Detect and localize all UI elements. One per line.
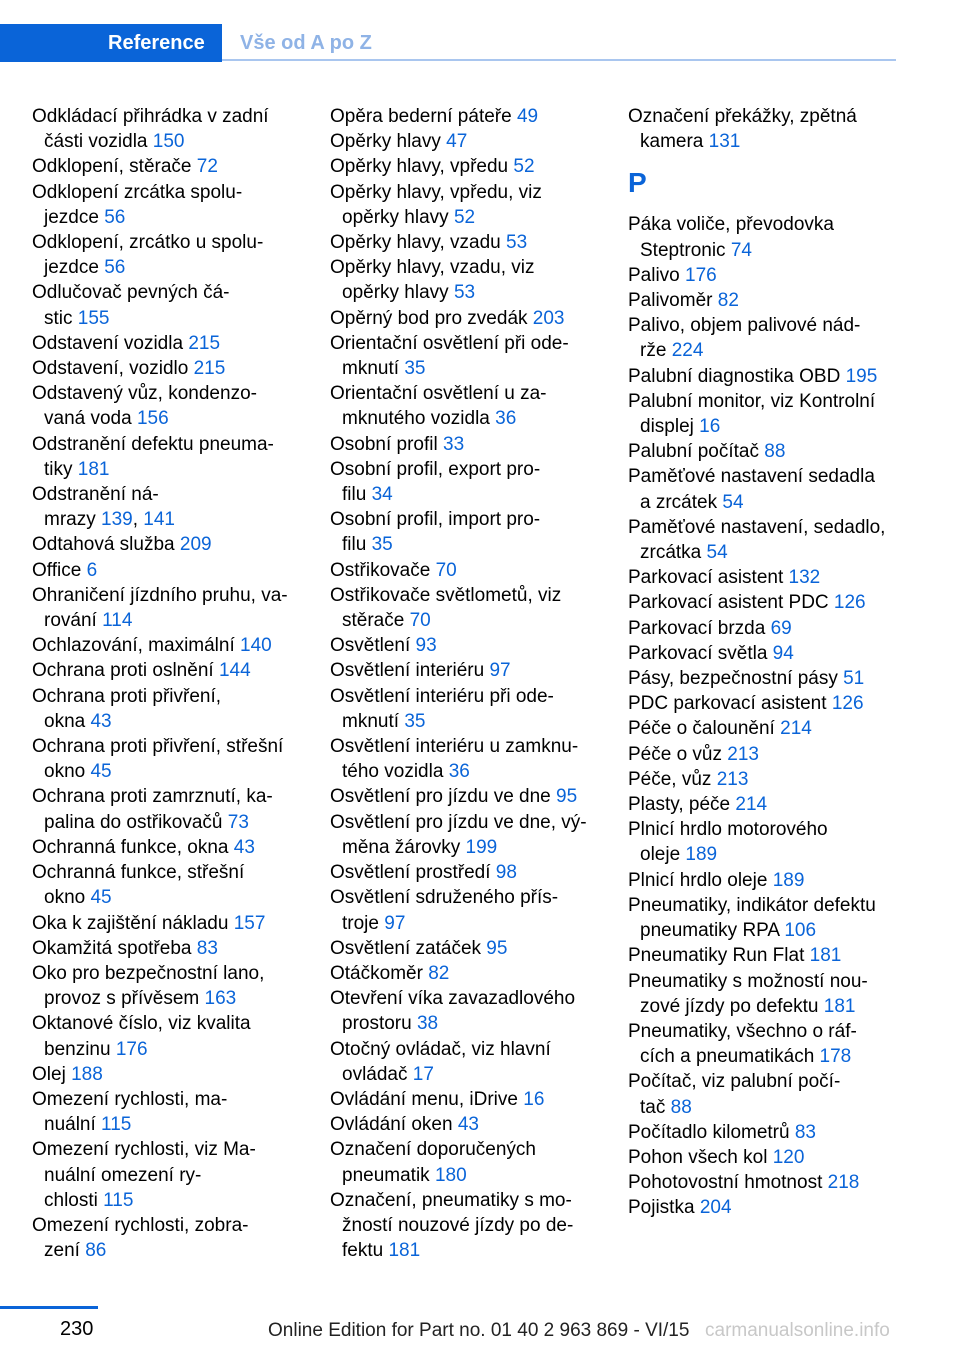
index-entry [628,1145,918,1170]
index-term: Pneumatiky Run Flat [628,945,810,967]
page-link[interactable]: 204 [699,1197,732,1219]
index-entry [330,331,620,381]
page-link[interactable]: 43 [457,1114,479,1136]
index-term: Parkovací brzda [628,617,771,639]
index-entry [330,180,620,230]
index-term: Označení doporučených pneumatik [330,1139,536,1186]
page-link[interactable]: 43 [90,710,112,732]
index-entry [32,860,322,910]
index-entry [32,1213,322,1263]
index-entry [628,590,918,615]
page-link[interactable]: 36 [495,408,517,430]
page-link[interactable]: 181 [823,995,856,1017]
index-entry [32,356,322,381]
index-entry [32,911,322,936]
page-link[interactable]: 52 [513,156,535,178]
index-entry [330,986,620,1036]
page-link[interactable]: 98 [495,862,517,884]
page-link[interactable]: 115 [101,1114,132,1136]
index-columns [0,104,960,1274]
index-term: Pásy, bezpečnostní pásy [628,668,844,690]
page-link[interactable]: 88 [670,1096,692,1118]
index-term: Oktanové číslo, viz kvalita benzinu [32,1013,251,1060]
index-term: Označení, pneumatiky s mo‐ žností nouzové jízdy po de‐ fektu [330,1189,574,1262]
page-link[interactable]: 120 [772,1146,805,1168]
index-term: Oka k zajištění nákladu [32,912,234,934]
index-entry [32,104,322,154]
index-term: Opěrný bod pro zvedák [330,307,533,329]
page-link[interactable]: 43 [233,836,255,858]
page-number: 230 [60,1318,94,1340]
index-term: Osvětlení sdruženého přís‐ troje [330,887,559,934]
page-link[interactable]: 114 [102,610,133,632]
page-link[interactable]: 35 [404,710,426,732]
index-entry [330,1087,620,1112]
index-entry [628,666,918,691]
index-term: Odstavený vůz, kondenzo‐ vaná voda [32,383,257,430]
page-link[interactable]: 140 [240,635,272,657]
page-link[interactable]: 209 [179,534,212,556]
page-link[interactable]: 126 [831,693,864,715]
index-entry [330,255,620,305]
index-term: Osvětlení interiéru u zamknu‐ tého vozidla [330,736,579,783]
page-link[interactable]: 86 [85,1240,107,1262]
index-term: Odstranění ná‐ mrazy [32,484,159,531]
index-term: Osvětlení prostředí [330,862,496,884]
index-entry [32,381,322,431]
index-term: Péče o vůz [628,743,728,765]
index-entry [628,616,918,641]
index-entry [628,1170,918,1195]
index-term: Office [32,559,87,581]
index-entry [32,835,322,860]
index-term: Pneumatiky, všechno o ráf‐ cích a pneumatikách [628,1020,857,1068]
page-link[interactable]: 213 [727,743,759,765]
page-link[interactable]: 180 [434,1164,467,1186]
index-term: Ostřikovače světlometů, viz stěrače [330,584,562,632]
index-term: Plnicí hrdlo oleje [628,869,773,891]
index-entry [628,288,918,313]
index-term: Označení překážky, zpětná kamera [628,106,857,153]
index-term: Paměťové nastavení, sedadlo, zrcátka [628,516,886,564]
index-entry [628,464,918,514]
index-term: Osvětlení pro jízdu ve dne, vý‐ měna žárovky [330,811,587,858]
index-entry [330,633,620,658]
page-link[interactable]: 17 [412,1063,434,1085]
page-link[interactable]: 155 [77,307,110,329]
index-entry [32,532,322,557]
index-column-2 [330,104,620,1263]
index-term: Omezení rychlosti, zobra‐ zení [32,1214,249,1262]
index-entry [330,961,620,986]
index-term: Pneumatiky s možností nou‐ zové jízdy po defektu [628,970,868,1017]
page-link[interactable]: 215 [193,358,226,380]
index-term: Omezení rychlosti, viz Ma‐ nuální omezení ry‐ chlosti [32,1139,256,1211]
index-entry [628,691,918,716]
page-link[interactable]: 97 [489,660,511,682]
index-entry [330,129,620,154]
page-link[interactable]: 224 [671,340,704,362]
page-link[interactable]: 95 [486,937,508,959]
index-term: Osvětlení [330,635,416,657]
index-term: Osvětlení pro jízdu ve dne [330,786,557,808]
page-separator: , [132,509,144,531]
index-term: Odstranění defektu pneuma‐ tiky [32,433,274,480]
index-term: Olej [32,1063,72,1085]
page-link[interactable]: 54 [706,542,728,564]
page-link[interactable]: 82 [428,962,450,984]
index-term: Otevření víka zavazadlového prostoru [330,988,576,1035]
tab-a-to-z[interactable]: Vše od A po Z [240,32,372,54]
index-column-1 [32,104,322,1263]
page-link[interactable]: 106 [784,920,817,942]
index-entry [628,742,918,767]
page-link[interactable]: 73 [227,811,249,833]
index-entry [32,280,322,330]
letter-heading: P [628,167,647,199]
index-term: Ochrana proti přivření, okna [32,685,222,732]
index-term: Pohon všech kol [628,1146,773,1168]
index-entry [32,734,322,784]
index-entry [32,154,322,179]
page-link[interactable]: 16 [699,416,721,438]
page-link[interactable]: 35 [371,534,393,556]
page-link[interactable]: 181 [77,458,110,480]
page-link[interactable]: 35 [404,358,426,380]
index-term: Parkovací asistent [628,567,789,589]
index-entry [330,885,620,935]
index-entry [628,263,918,288]
index-term: Ochlazování, maximální [32,635,241,657]
index-term: Osvětlení zatáček [330,937,487,959]
tab-reference[interactable]: Reference [0,24,222,62]
index-entry [32,784,322,834]
index-entry [628,792,918,817]
index-entry [628,439,918,464]
index-entry [628,313,918,363]
index-term: Péče o čalounění [628,718,781,740]
index-entry [330,457,620,507]
index-term: Ovládání oken [330,1114,458,1136]
index-term: Opěrky hlavy, vzadu, viz opěrky hlavy [330,257,535,304]
index-term: PDC parkovací asistent [628,693,832,715]
index-entry [330,734,620,784]
index-entry [628,1069,918,1119]
index-term: Opěra bederní páteře [330,106,517,127]
page-link[interactable]: 139 [101,509,133,531]
index-term: Otáčkoměr [330,962,429,984]
index-entry [628,389,918,439]
index-term: Palivoměr [628,290,718,312]
index-entry [628,364,918,389]
index-term: Plasty, péče [628,794,736,816]
page-link[interactable]: 83 [794,1121,816,1143]
page-link[interactable]: 49 [516,106,539,127]
index-term: Odklopení zrcátka spolu‐ jezdce [32,181,243,228]
index-term: Páka voliče, převodovka Steptronic [628,214,834,261]
index-entry [628,893,918,943]
index-entry [330,860,620,885]
page-link[interactable]: 69 [770,617,792,639]
index-entry [32,633,322,658]
page-link[interactable]: 176 [685,264,717,286]
page-link[interactable]: 97 [384,912,406,934]
index-entry [628,641,918,666]
page-link[interactable]: 188 [71,1063,103,1085]
page-link[interactable]: 181 [809,945,842,967]
page-link[interactable]: 189 [685,844,718,866]
header-divider [222,59,896,61]
index-entry [32,558,322,583]
page-link[interactable]: 82 [717,290,739,312]
index-term: Opěrky hlavy, vzadu [330,232,507,254]
index-term: Počítadlo kilometrů [628,1121,795,1143]
page-link[interactable]: 178 [819,1046,852,1068]
index-term: Osobní profil [330,433,443,455]
index-entry [32,1011,322,1061]
page-link[interactable]: 94 [772,642,794,664]
index-term: Parkovací světla [628,642,773,664]
index-entry [628,817,918,867]
index-term: Opěrky hlavy, vpředu, viz opěrky hlavy [330,181,542,228]
index-term: Parkovací asistent PDC [628,592,834,614]
index-entry [628,716,918,741]
index-term: Okamžitá spotřeba [32,937,197,959]
index-entry [628,767,918,792]
index-term: Opěrky hlavy [330,131,447,153]
index-entry [330,784,620,809]
index-term: Pohotovostní hmotnost [628,1172,828,1194]
index-term: Osobní profil, import pro‐ filu [330,509,541,556]
index-term: Ochranná funkce, střešní okno [32,862,245,909]
page-link[interactable]: 115 [103,1189,134,1211]
index-entry [330,936,620,961]
index-entry [330,507,620,557]
index-entry [628,1195,918,1220]
page-link[interactable]: 70 [409,610,431,632]
index-term: Oko pro bezpečnostní lano, provoz s přívěsem [32,962,265,1010]
index-entry [32,936,322,961]
index-entry [330,1188,620,1264]
index-term: Ostřikovače [330,559,436,581]
index-entry [330,1137,620,1187]
index-term: Paměťové nastavení sedadla a zrcátek [628,466,875,513]
page-link[interactable]: 56 [104,206,126,228]
index-term: Opěrky hlavy, vpředu [330,156,514,178]
page-link[interactable]: 51 [843,668,865,690]
page-link[interactable]: 215 [188,332,221,354]
index-entry [330,658,620,683]
index-term: Počítač, viz palubní počí‐ tač [628,1071,841,1118]
index-term: Odlučovač pevných čá‐ stic [32,282,230,329]
page-link[interactable]: 141 [143,509,175,531]
index-term: Ohraničení jízdního pruhu, va‐ rování [32,584,288,632]
page-link[interactable]: 72 [196,156,218,178]
footer-accent-line [0,1306,98,1309]
index-term: Odstavení, vozidlo [32,358,194,380]
index-entry [330,558,620,583]
index-term: Orientační osvětlení u za‐ mknutého vozidla [330,383,547,430]
index-column-3 [628,104,918,1221]
page-link[interactable]: 93 [415,635,437,657]
page-link[interactable]: 218 [827,1172,860,1194]
page-link[interactable]: 53 [506,232,528,254]
page-link[interactable]: 181 [388,1240,421,1262]
page-link[interactable]: 163 [204,988,237,1010]
page-link[interactable]: 189 [772,869,805,891]
page-link[interactable]: 53 [453,282,476,304]
index-entry [330,583,620,633]
index-term: Pojistka [628,1197,700,1219]
watermark: carmanualsonline.info [705,1320,890,1341]
index-term: Ochranná funkce, okna [32,836,234,858]
page-link[interactable]: 214 [780,718,812,740]
page-link[interactable]: 70 [435,559,457,581]
page-link[interactable]: 203 [532,307,565,329]
page-link[interactable]: 38 [416,1013,439,1035]
index-entry [330,230,620,255]
index-entry [330,810,620,860]
index-entry [330,306,620,331]
index-term: Omezení rychlosti, ma‐ nuální [32,1088,228,1136]
page-link[interactable]: 33 [443,433,465,455]
page-link[interactable]: 126 [833,592,866,614]
index-entry [32,961,322,1011]
index-entry [32,658,322,683]
page-link[interactable]: 52 [453,206,476,228]
index-entry [628,104,918,154]
index-entry [628,943,918,968]
index-entry [628,1019,918,1069]
index-term: Osobní profil, export pro‐ filu [330,458,541,506]
page-link[interactable]: 45 [90,761,112,783]
index-term: Palivo [628,264,686,286]
index-entry [32,583,322,633]
index-term: Péče, vůz [628,768,717,790]
page-link[interactable]: 54 [722,491,744,513]
index-entry [330,1037,620,1087]
index-entry [32,684,322,734]
page-link[interactable]: 47 [446,131,468,153]
page-link[interactable]: 45 [90,887,112,909]
page-link[interactable]: 74 [730,239,752,261]
page-link[interactable]: 176 [115,1038,148,1060]
index-term: Ochrana proti zamrznutí, ka‐ palina do ostřikovačů [32,786,273,833]
page-link[interactable]: 195 [845,365,878,387]
index-term: Palubní diagnostika OBD [628,365,846,387]
index-term: Palubní počítač [628,441,765,463]
page-link[interactable]: 34 [371,484,393,506]
index-term: Osvětlení interiéru při ode‐ mknutí [330,685,554,732]
index-entry [330,381,620,431]
page-link[interactable]: 56 [104,257,126,279]
index-entry [330,154,620,179]
page-link[interactable]: 36 [448,761,470,783]
index-term: Orientační osvětlení při ode‐ mknutí [330,332,569,380]
index-term: Pneumatiky, indikátor defektu pneumatiky RPA [628,894,876,942]
page-link[interactable]: 150 [152,131,185,153]
index-entry [32,1087,322,1137]
index-term: Odstavení vozidla [32,332,189,354]
edition-text: Online Edition for Part no. 01 40 2 963 869 - VI/15 [268,1320,690,1341]
page-link[interactable]: 83 [196,937,218,959]
index-entry [330,104,620,129]
index-term: Ochrana proti přivření, střešní okno [32,736,284,783]
header-tabs [0,24,896,62]
index-entry [628,515,918,565]
page-link[interactable]: 214 [735,794,768,816]
page-link[interactable]: 199 [465,836,498,858]
index-entry [628,969,918,1019]
page-link[interactable]: 132 [788,567,821,589]
index-entry [330,684,620,734]
index-entry [32,432,322,482]
index-entry [32,1062,322,1087]
index-term: Plnicí hrdlo motorového oleje [628,819,828,866]
index-term: Ochrana proti oslnění [32,660,219,682]
index-entry [32,180,322,230]
index-term: Odklopení, stěrače [32,156,197,178]
page-link[interactable]: 88 [764,441,786,463]
index-term: Palivo, objem palivové nád‐ rže [628,315,861,362]
page-link[interactable]: 213 [716,768,749,790]
index-entry [628,1120,918,1145]
index-term: Otočný ovládač, viz hlavní ovládač [330,1038,551,1085]
index-term: Odtahová služba [32,534,180,556]
page-link[interactable]: 156 [136,408,169,430]
index-term: Palubní monitor, viz Kontrolní displej [628,390,876,438]
index-term: Odkládací přihrádka v zadní části vozidla [32,106,269,153]
index-entry [32,482,322,532]
page-link[interactable]: 6 [86,559,98,581]
index-term: Ovládání menu, iDrive [330,1088,524,1110]
index-term: Osvětlení interiéru [330,660,490,682]
page-link[interactable]: 144 [218,660,251,682]
page-link[interactable]: 131 [708,131,741,153]
index-entry [32,331,322,356]
page-link[interactable]: 16 [523,1088,545,1110]
index-entry [628,565,918,590]
index-entry [330,1112,620,1137]
index-entry [330,432,620,457]
page-link[interactable]: 95 [556,786,578,808]
page-link[interactable]: 157 [233,912,266,934]
index-entry [628,868,918,893]
index-term: Odklopení, zrcátko u spolu‐ jezdce [32,232,264,279]
index-entry [32,1137,322,1213]
index-entry [32,230,322,280]
index-entry [628,212,918,262]
